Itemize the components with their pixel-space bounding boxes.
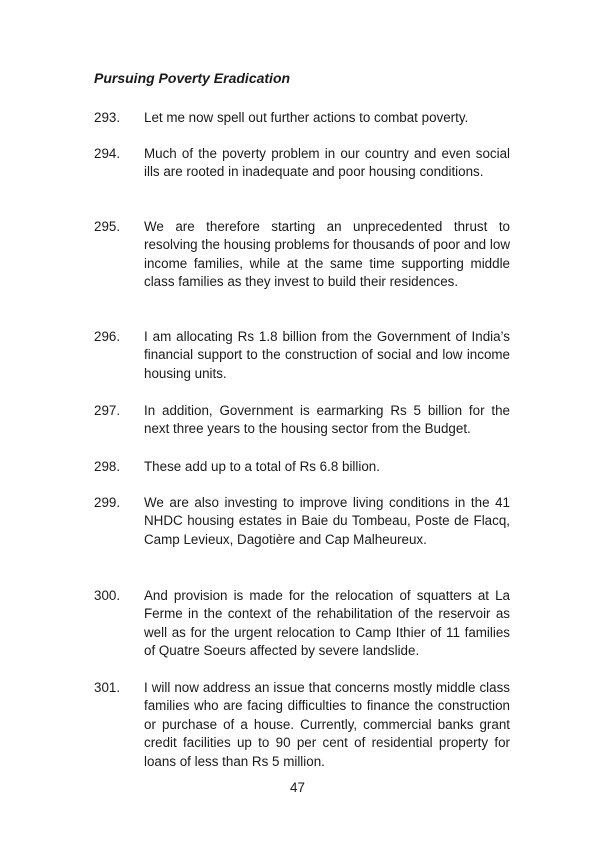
paragraph-300 xyxy=(94,587,510,661)
section-title: Pursuing Poverty Eradication xyxy=(94,70,291,86)
paragraph-number: 300. xyxy=(94,588,121,603)
paragraph-text: And provision is made for the relocation of squatters at La Ferme in the context of the rehabilitation of the reservoir as well as for the urgent relocation to Camp Ithier of 11 families of Quatre Soeurs affected by severe landslide. xyxy=(144,588,510,659)
paragraph-number: 295. xyxy=(94,219,121,234)
paragraph-text: We are also investing to improve living conditions in the 41 NHDC housing estates in Baie du Tombeau, Poste de Flacq, Camp Levieux, Dagotière and Cap Malheureux. xyxy=(144,495,510,547)
paragraph-number: 297. xyxy=(94,403,121,418)
paragraph-text: In addition, Government is earmarking Rs 5 billion for the next three years to the housing sector from the Budget. xyxy=(144,403,510,437)
paragraph-299 xyxy=(94,494,510,549)
paragraph-295 xyxy=(94,218,510,292)
paragraph-text: These add up to a total of Rs 6.8 billion. xyxy=(144,459,380,474)
paragraph-number: 296. xyxy=(94,329,121,344)
paragraph-number: 298. xyxy=(94,459,121,474)
paragraph-number: 299. xyxy=(94,495,121,510)
paragraph-296 xyxy=(94,328,510,383)
paragraph-301 xyxy=(94,679,510,771)
paragraph-text: We are therefore starting an unprecedented thrust to resolving the housing problems for thousands of poor and low income families, while at the same time supporting middle class families as they invest to build their residences. xyxy=(144,219,510,290)
paragraph-text: Let me now spell out further actions to combat poverty. xyxy=(144,110,469,125)
paragraph-number: 301. xyxy=(94,680,121,695)
paragraph-text: I will now address an issue that concerns mostly middle class families who are facing difficulties to finance the construction or purchase of a house. Currently, commercial banks grant credit facilities up to 90 per cent of residential property for loans of less than Rs 5 million. xyxy=(144,680,510,769)
paragraph-text: I am allocating Rs 1.8 billion from the Government of India’s financial support to the construction of social and low income housing units. xyxy=(144,329,510,381)
paragraph-number: 294. xyxy=(94,146,121,161)
paragraph-number: 293. xyxy=(94,110,121,125)
paragraph-294 xyxy=(94,145,510,182)
page-number: 47 xyxy=(290,780,305,795)
paragraph-text: Much of the poverty problem in our country and even social ills are rooted in inadequate and poor housing conditions. xyxy=(144,146,510,180)
paragraph-297 xyxy=(94,402,510,439)
paragraph-293 xyxy=(94,109,510,127)
paragraph-298 xyxy=(94,458,510,476)
